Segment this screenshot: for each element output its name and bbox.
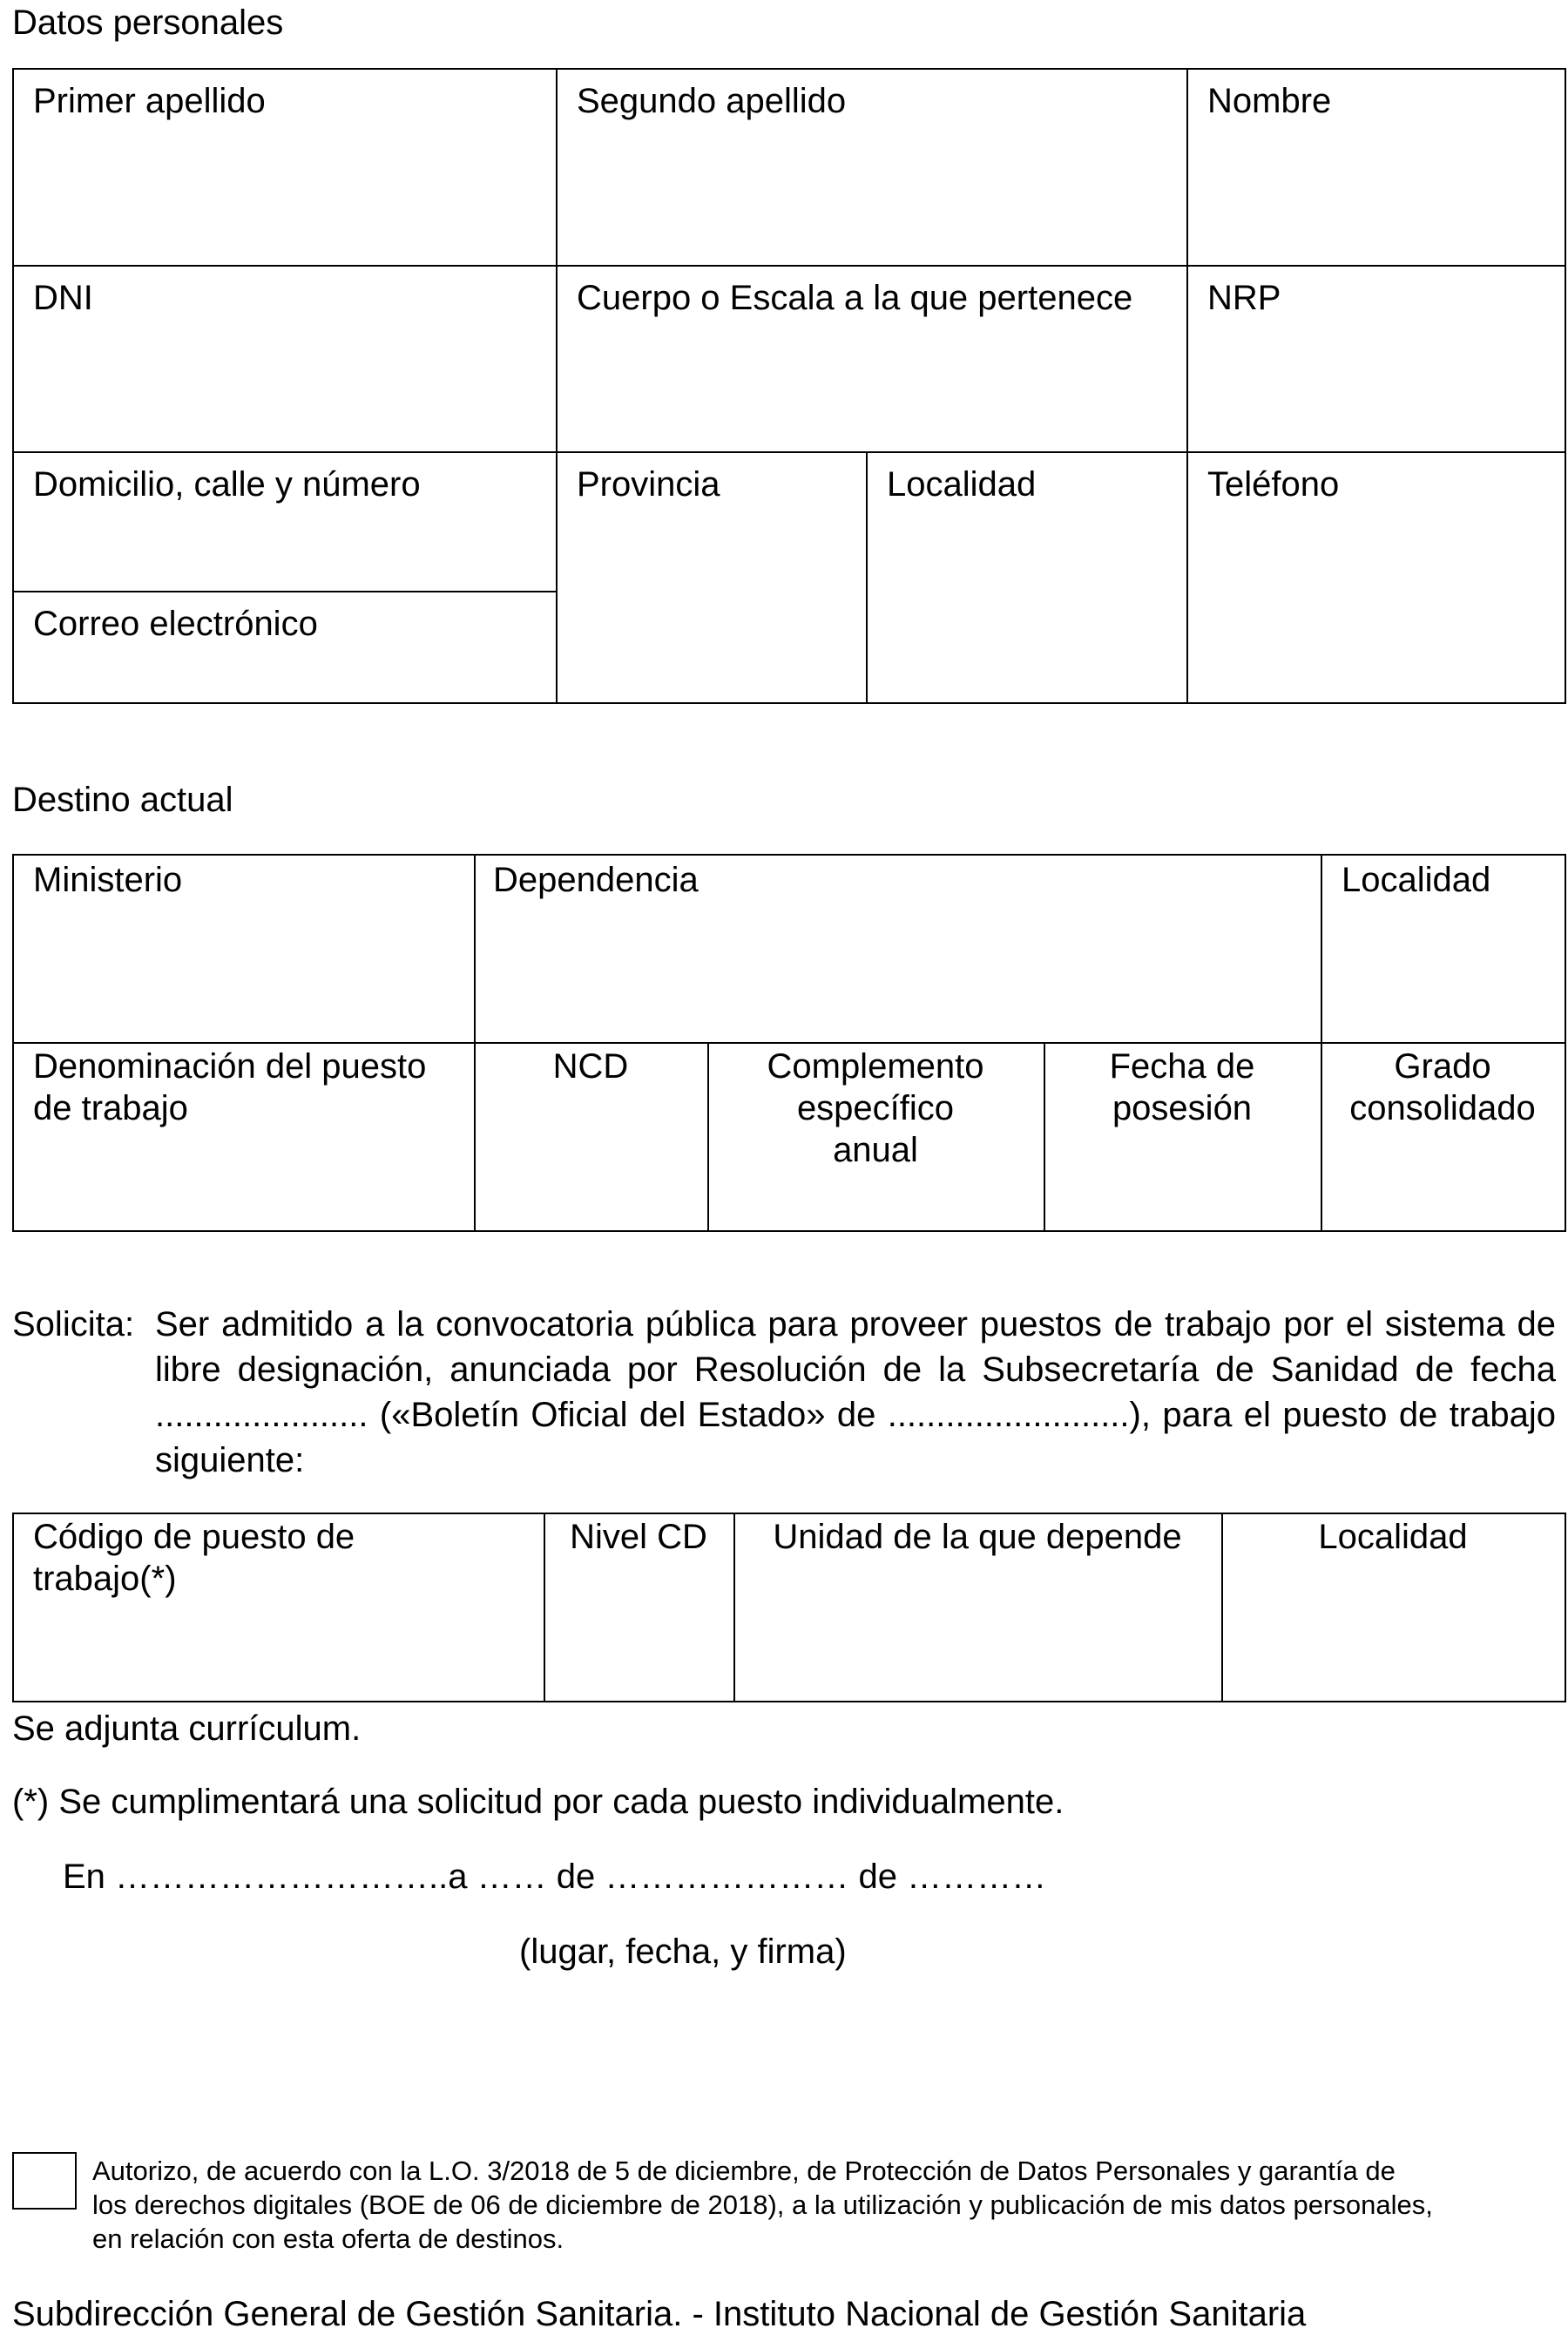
adjunta-curriculum-text: Se adjunta currículum. <box>12 1709 362 1748</box>
denominacion-line-2: de trabajo <box>33 1089 188 1127</box>
ministerio-field[interactable]: Ministerio <box>33 861 183 899</box>
nivel-cd-field[interactable]: Nivel CD <box>570 1518 707 1556</box>
row-divider <box>14 451 1565 453</box>
dependencia-field[interactable]: Dependencia <box>493 861 699 899</box>
nrp-field[interactable]: NRP <box>1207 279 1281 317</box>
col-divider <box>1321 856 1322 1230</box>
localidad-puesto-field[interactable]: Localidad <box>1318 1518 1468 1556</box>
autorizacion-line-3: en relación con esta oferta de destinos. <box>92 2223 564 2254</box>
fecha-posesion-field[interactable] <box>1044 1046 1321 1129</box>
nombre-field[interactable]: Nombre <box>1207 82 1332 120</box>
segundo-apellido-field[interactable]: Segundo apellido <box>577 82 847 120</box>
complemento-line-1: Complemento <box>767 1047 984 1086</box>
fecha-line-2: posesión <box>1112 1089 1253 1127</box>
ncd-field[interactable]: NCD <box>552 1047 629 1086</box>
lugar-fecha-firma-text: (lugar, fecha, y firma) <box>519 1932 847 1971</box>
solicita-paragraph <box>12 1302 1556 1483</box>
grado-consolidado-field[interactable] <box>1321 1046 1565 1129</box>
destino-actual-title: Destino actual <box>12 781 233 819</box>
autorizacion-checkbox[interactable] <box>12 2152 77 2210</box>
row-divider <box>14 265 1565 267</box>
codigo-puesto-field[interactable] <box>33 1516 355 1600</box>
denominacion-line-1: Denominación del puesto <box>33 1047 427 1086</box>
complemento-line-3: anual <box>833 1131 918 1169</box>
col-divider <box>866 451 868 702</box>
localidad-field[interactable]: Localidad <box>887 465 1037 504</box>
denominacion-puesto-field[interactable] <box>33 1046 426 1129</box>
destino-actual-table <box>12 854 1566 1232</box>
row-divider <box>14 591 556 592</box>
footer-institucion: Subdirección General de Gestión Sanitaria. - Instituto Nacional de Gestión Sanitaria <box>12 2295 1307 2333</box>
autorizacion-line-1: Autorizo, de acuerdo con la L.O. 3/2018 de 5 de diciembre, de Protección de Datos Personales y garantía de <box>92 2156 1396 2186</box>
domicilio-field[interactable]: Domicilio, calle y número <box>33 465 421 504</box>
solicita-lead: Solicita: <box>12 1305 135 1343</box>
complemento-line-2: específico <box>796 1089 955 1127</box>
puesto-solicitado-table <box>12 1513 1566 1702</box>
provincia-field[interactable]: Provincia <box>577 465 720 504</box>
row-divider <box>14 1042 1565 1044</box>
complemento-especifico-field[interactable] <box>707 1046 1044 1171</box>
nota-asterisco-text: (*) Se cumplimentará una solicitud por cada puesto individualmente. <box>12 1783 1064 1821</box>
datos-personales-table <box>12 68 1566 704</box>
cuerpo-escala-field[interactable]: Cuerpo o Escala a la que pertenece <box>577 279 1133 317</box>
grado-line-2: consolidado <box>1349 1089 1536 1127</box>
datos-personales-title: Datos personales <box>12 3 284 42</box>
grado-line-1: Grado <box>1394 1047 1491 1086</box>
codigo-line-2: trabajo(*) <box>33 1560 177 1598</box>
codigo-line-1: Código de puesto de <box>33 1518 355 1556</box>
fecha-line-1: Fecha de <box>1109 1047 1255 1086</box>
col-divider <box>474 856 476 1230</box>
solicita-text: Ser admitido a la convocatoria pública para proveer puestos de trabajo por el sistema de libre designación, anunciada por Resolución de la Subsecretaría de Sanidad de fecha ...................... («Boletín Oficial del Estado» de .........................), para el puesto de trabajo siguiente: <box>155 1305 1556 1479</box>
firma-linea[interactable]: En ………………………..a …… de ………………… de ………… <box>63 1858 1047 1896</box>
col-divider <box>1186 70 1188 702</box>
primer-apellido-field[interactable]: Primer apellido <box>33 82 266 120</box>
localidad-destino-field[interactable]: Localidad <box>1342 861 1491 899</box>
dni-field[interactable]: DNI <box>33 279 93 317</box>
col-divider <box>556 70 558 702</box>
autorizacion-line-2: los derechos digitales (BOE de 06 de diciembre de 2018), a la utilización y publicación de mis datos personales, <box>92 2189 1433 2220</box>
telefono-field[interactable]: Teléfono <box>1207 465 1340 504</box>
correo-field[interactable]: Correo electrónico <box>33 605 318 643</box>
unidad-depende-field[interactable]: Unidad de la que depende <box>773 1518 1182 1556</box>
autorizacion-text <box>92 2154 1433 2256</box>
